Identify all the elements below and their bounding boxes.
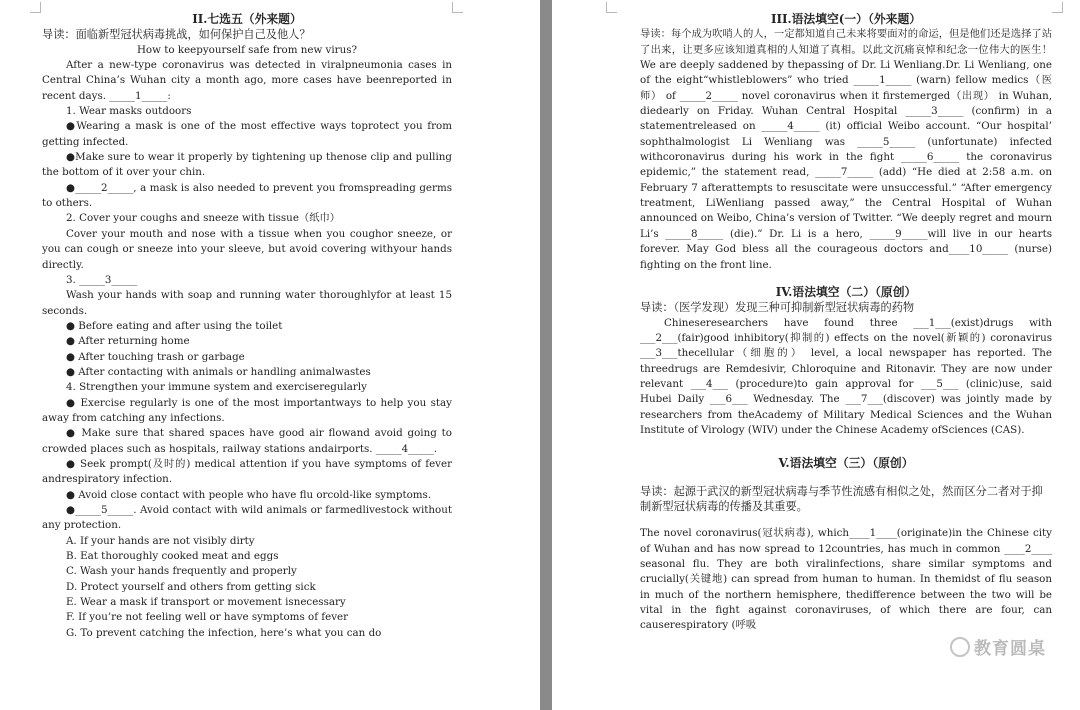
lead-text: 导读：起源于武汉的新型冠状病毒与季节性流感有相似之处，然而区分二者对于抑制新型冠状病毒的传播及其重要。 <box>640 484 1043 513</box>
intro-paragraph: After a new-type coronavirus was detected in viralpneumonia cases in Central China’s Wuhan city a month ago, more cases have beenreported in recent days. _____1_____: <box>42 59 452 102</box>
list-item: Cover your mouth and nose with a tissue when you coughor sneeze, or you can cough or sneeze into your sleeve, but avoid covering withyour hands directly. <box>42 227 452 271</box>
list-item: ● After returning home <box>66 335 190 348</box>
page-gutter <box>540 0 552 710</box>
list-item: ● After contacting with animals or handling animalwastes <box>66 365 371 378</box>
list-item: 1. Wear masks outdoors <box>66 105 192 118</box>
list-item: ● Make sure that shared spaces have good air flowand avoid going to crowded places such as hospitals, railway stations andairports. _____4_____. <box>42 427 452 455</box>
section-title: II.七选五（外来题） <box>192 12 302 26</box>
page-corner-marker <box>606 2 617 13</box>
right-document-page <box>552 0 1080 710</box>
section-title: IV.语法填空（二）（原创） <box>775 284 917 299</box>
list-item: 2. Cover your coughs and sneeze with tissue（纸巾） <box>66 212 341 225</box>
section-title: III.语法填空(一）（外来题） <box>770 12 922 26</box>
page-corner-marker <box>30 2 41 13</box>
watermark-logo <box>950 634 1046 659</box>
option-item: G. To prevent catching the infection, here’s what you can do <box>66 626 382 639</box>
section-text: The novel coronavirus(冠状病毒), which____1____(originate)in the Chinese city of Wuhan and has now spread to 12countries, has much in common ____2____ seasonal flu. They are both viralinfections, share similar symptoms and crucially(关键地) can spread from human to human. In themidst of flu season in much of the northern hemisphere, thedifference between the two will be vital in the fight against coronaviruses, of which there are four, can causerespiratory (呼吸 <box>640 527 1052 632</box>
option-item: F. If you’re not feeling well or have symptoms of fever <box>66 611 349 624</box>
list-item: ●Wearing a mask is one of the most effective ways toprotect you from getting infected. <box>42 120 452 148</box>
option-item: D. Protect yourself and others from getting sick <box>66 580 316 593</box>
option-item: C. Wash your hands frequently and properly <box>66 565 297 578</box>
list-item: Wash your hands with soap and running water thoroughlyfor at least 15 seconds. <box>42 289 452 317</box>
option-item: E. Wear a mask if transport or movement isnecessary <box>66 596 346 609</box>
list-item: ● Avoid close contact with people who have flu orcold-like symptoms. <box>66 488 432 501</box>
lead-text: 导读：面临新型冠状病毒挑战，如何保护自己及他人？ <box>42 28 311 42</box>
list-item: ●_____2_____, a mask is also needed to prevent you fromspreading germs to others. <box>42 181 452 210</box>
page-corner-marker <box>452 2 463 13</box>
option-item: A. If your hands are not visibly dirty <box>66 534 255 547</box>
list-item: 3. _____3_____ <box>66 273 138 286</box>
list-item: ● Seek prompt(及时的) medical attention if you have symptoms of fever andrespiratory infection. <box>42 457 452 486</box>
section-title: V.语法填空（三）（原创） <box>778 456 914 471</box>
list-item: ●_____5_____. Avoid contact with wild animals or farmedlivestock without any protection. <box>42 504 452 532</box>
list-item: ●Make sure to wear it properly by tightening up thenose clip and pulling the bottom of it over your chin. <box>42 151 452 179</box>
lead-text: 导读：（医学发现）发现三种可抑制新型冠状病毒的药物 <box>640 301 915 315</box>
list-item: ● Before eating and after using the toilet <box>66 319 283 332</box>
watermark-icon <box>950 637 970 657</box>
list-item: ● After touching trash or garbage <box>66 350 245 363</box>
section-text: 导读：每个成为吹哨人的人，一定都知道自己未来将要面对的命运，但是他们还是选择了站了出来，让更多应该知道真相的人知道了真相。以此文沉痛哀悼和纪念一位伟大的医生！ We are deeply saddened by thepassing of Dr. Li Wenliang.Dr. Li Wenliang, one of the eight“whistleblowers” who tried _____1_____ (warn) fellow medics（医师） of _____2_____ novel coronavirus when it firstemerged（出现） in Wuhan, diedearly on Friday. Wuhan Central Hospital _____3_____ (confirm) in a statementreleased on _____4_____ (it) official Weibo account. “Our hospital’ sophthalmologist Li Wenliang was _____5_____ (unfortunate) infected withcoronavirus during his work in the fight _____6_____ the coronavirus epidemic,” the statement read, _____7_____ (add) “He died at 2:58 a.m. on February 7 afterattempts to resuscitate were unsuccessful.” “After emergency treatment, LiWenliang passed away,” the Central Hospital of Wuhan announced on Weibo, China’s version of Twitter. “We deeply regret and mourn Li’s _____8_____ (die).” Dr. Li is a hero, _____9_____will live in our hearts forever. May God bless all the courageous doctors and____10_____ (nurse) fighting on the front line. <box>640 28 1052 271</box>
list-item: 4. Strengthen your immune system and exerciseregularly <box>66 381 367 394</box>
list-item: ● Exercise regularly is one of the most importantways to help you stay away from catching any infections. <box>42 396 452 424</box>
passage-subtitle: How to keepyourself safe from new virus? <box>136 43 358 56</box>
page-corner-marker <box>1052 2 1063 13</box>
option-item: B. Eat thoroughly cooked meat and eggs <box>66 550 279 563</box>
section-text: Chineseresearchers have found three ___1___(exist)drugs with ___2___(fair)good inhibitory(抑制的) effects on the novel(新颖的) coronavirus ___3___thecellular（细胞的） level, a local newspaper has reported. The threedrugs are Remdesivir, Chloroquine and Ritonavir. They are now under relevant ___4___ (procedure)to gain approval for ___5___ (clinic)use, said Hubei Daily ___6___ Wednesday. The ___7___(discover) was jointly made by researchers from theAcademy of Military Medical Sciences and the Wuhan Institute of Virology (WIV) under the Chinese Academy ofSciences (CAS). <box>640 316 1052 436</box>
watermark-text: 教育圆桌 <box>974 639 1046 659</box>
